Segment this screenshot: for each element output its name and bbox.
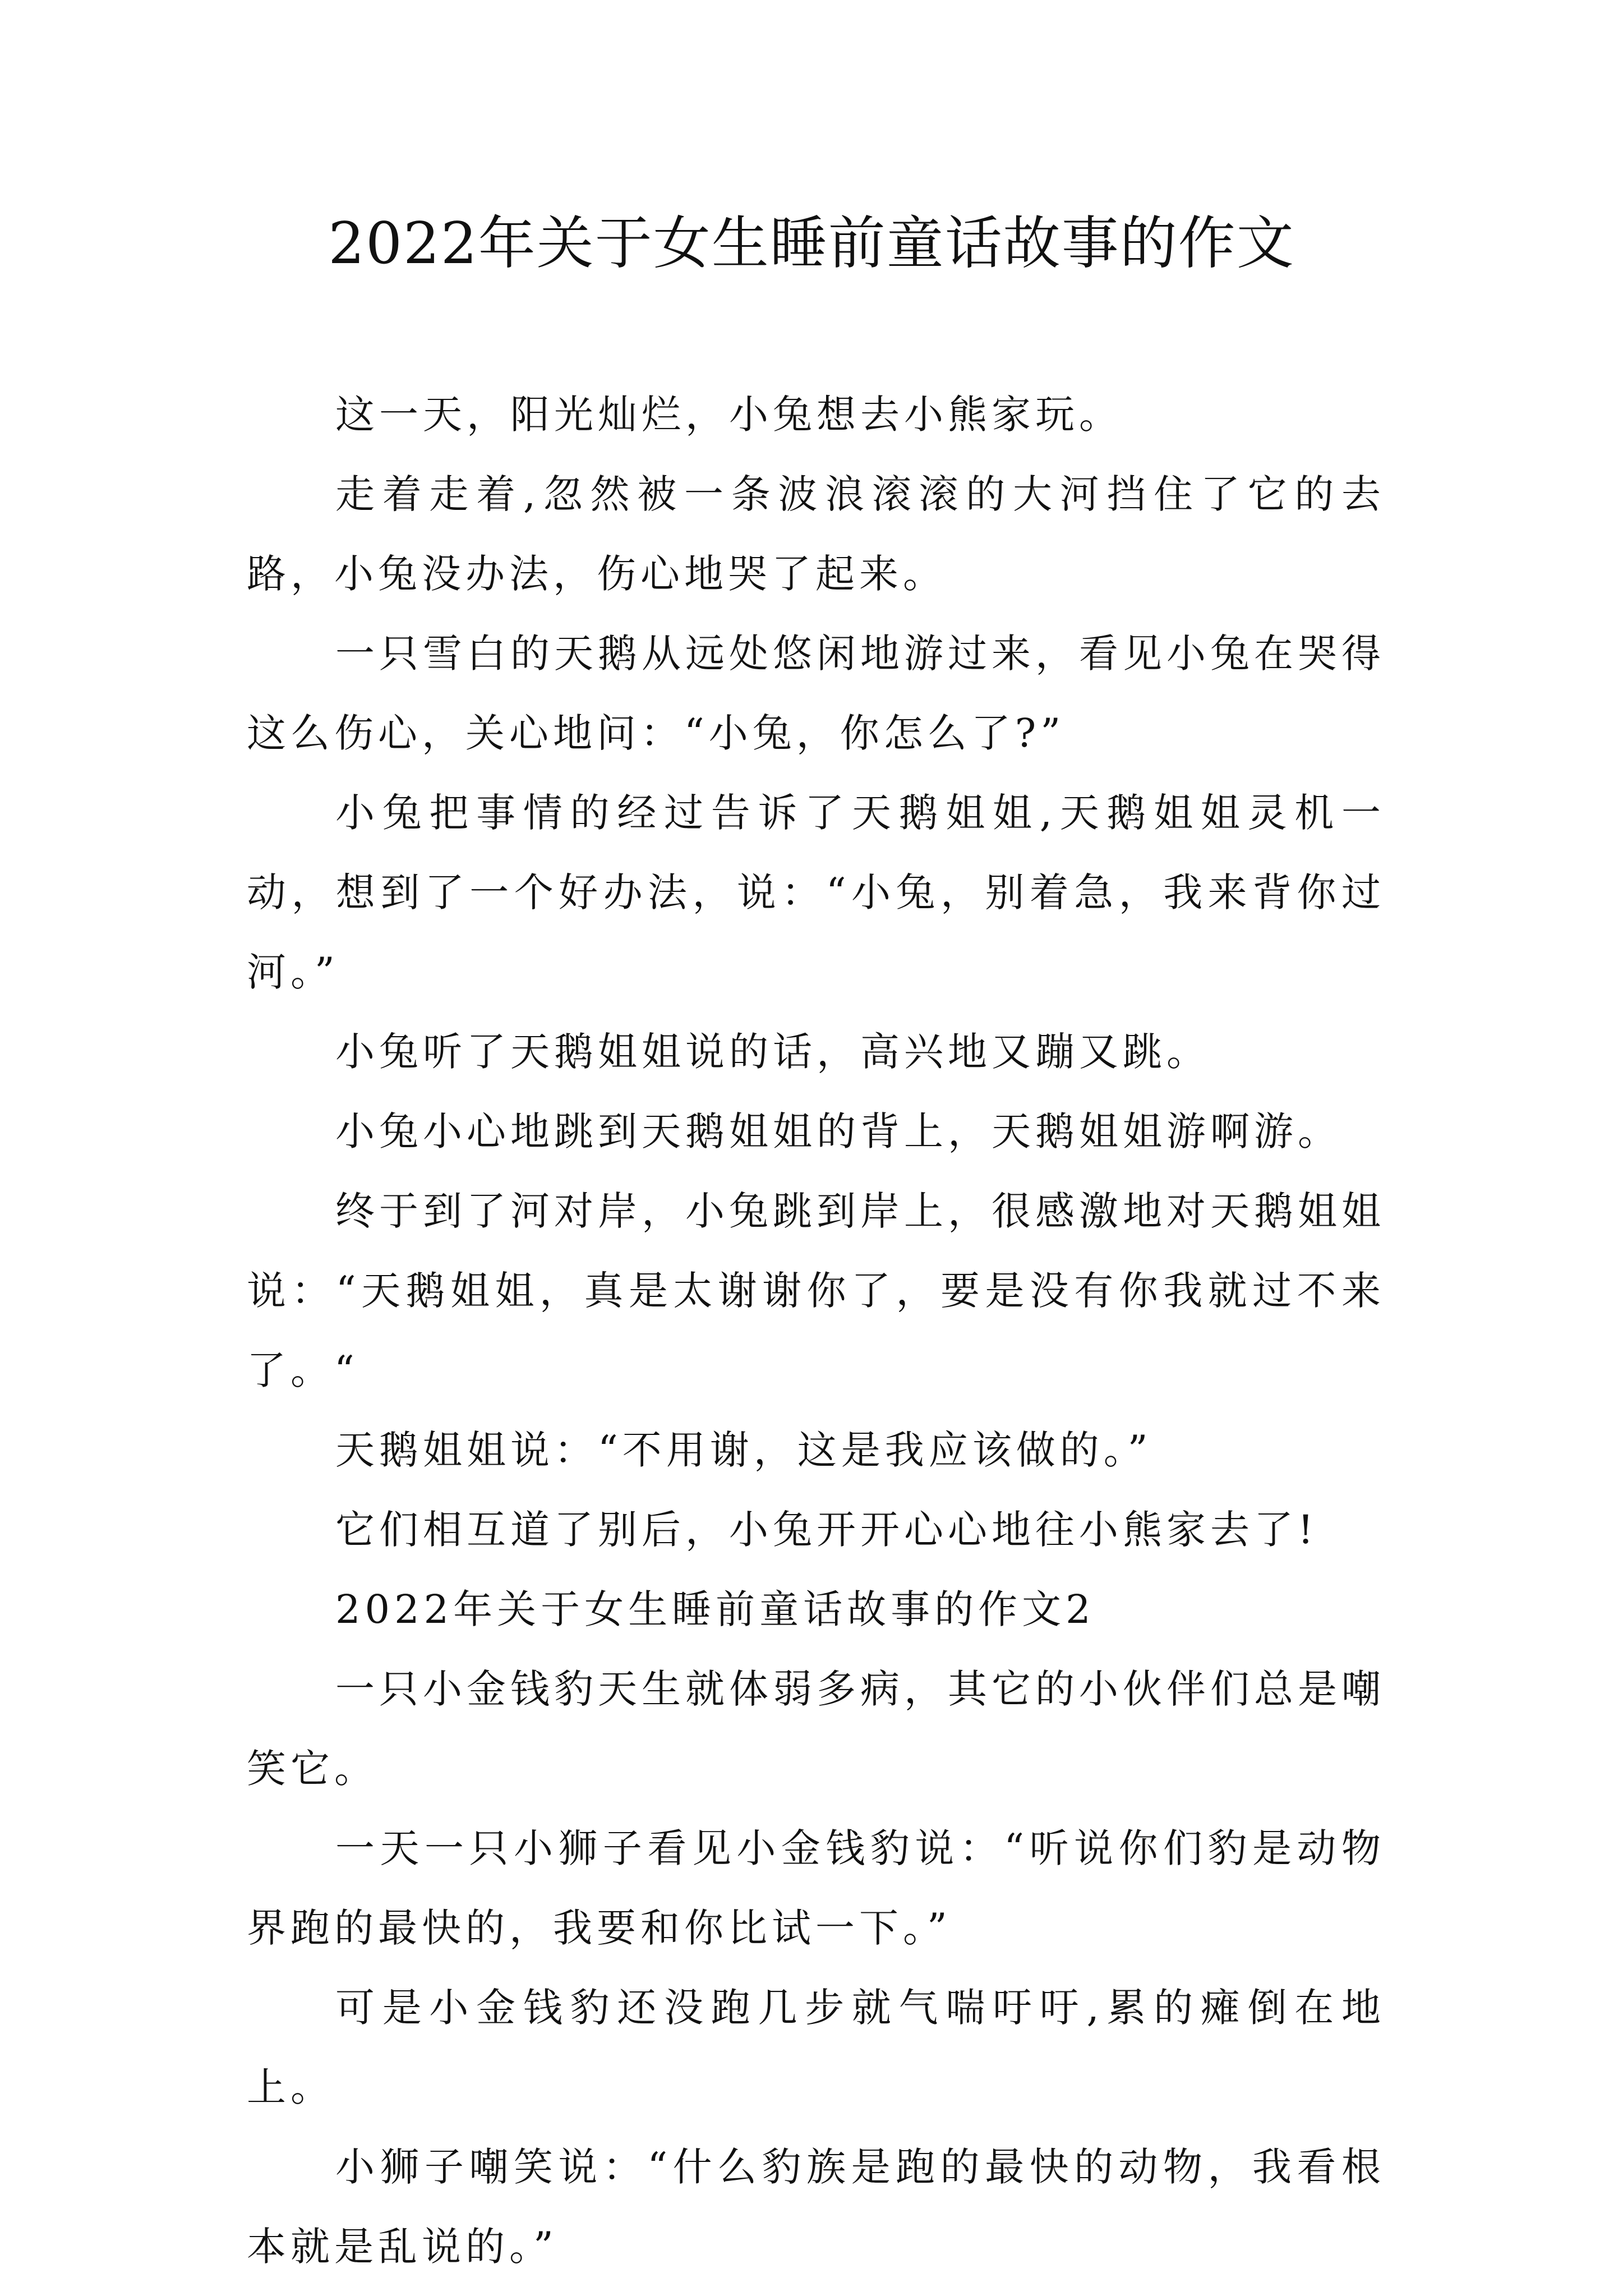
paragraph-5: 小兔听了天鹅姐姐说的话，高兴地又蹦又跳。	[335, 1029, 1210, 1075]
paragraph-3: 一只雪白的天鹅从远处悠闲地游过来，看见小兔在哭得这么伤心，关心地问：“小兔，你怎么了?”	[247, 631, 1385, 756]
paragraph-1: 这一天，阳光灿烂，小兔想去小熊家玩。	[335, 392, 1123, 438]
paragraph-7: 终于到了河对岸，小兔跳到岸上，很感激地对天鹅姐姐说：“天鹅姐姐，真是太谢谢你了，要是没有你我就过不来了。“	[247, 1188, 1385, 1393]
paragraph-13: 可是小金钱豹还没跑几步就气喘吁吁,累的瘫倒在地上。	[247, 1985, 1385, 2110]
paragraph-6: 小兔小心地跳到天鹅姐姐的背上，天鹅姐姐游啊游。	[335, 1108, 1341, 1154]
paragraph-14: 小狮子嘲笑说：“什么豹族是跑的最快的动物，我看根本就是乱说的。”	[247, 2144, 1385, 2270]
paragraph-2: 走着走着,忽然被一条波浪滚滚的大河挡住了它的去路，小兔没办法，伤心地哭了起来。	[247, 471, 1385, 597]
paragraph-4: 小兔把事情的经过告诉了天鹅姐姐,天鹅姐姐灵机一动，想到了一个好办法，说：“小兔，别着急，我来背你过河。”	[247, 790, 1385, 995]
document-title: 2022年关于女生睡前童话故事的作文	[328, 210, 1295, 277]
section-heading-2: 2022年关于女生睡前童话故事的作文2	[335, 1586, 1095, 1632]
document-body	[247, 375, 1385, 2286]
paragraph-11: 一只小金钱豹天生就体弱多病，其它的小伙伴们总是嘲笑它。	[247, 1666, 1385, 1792]
paragraph-12: 一天一只小狮子看见小金钱豹说：“听说你们豹是动物界跑的最快的，我要和你比试一下。”	[247, 1825, 1385, 1951]
paragraph-8: 天鹅姐姐说：“不用谢，这是我应该做的。”	[335, 1427, 1152, 1473]
paragraph-9: 它们相互道了别后，小兔开开心心地往小熊家去了!	[335, 1507, 1318, 1553]
